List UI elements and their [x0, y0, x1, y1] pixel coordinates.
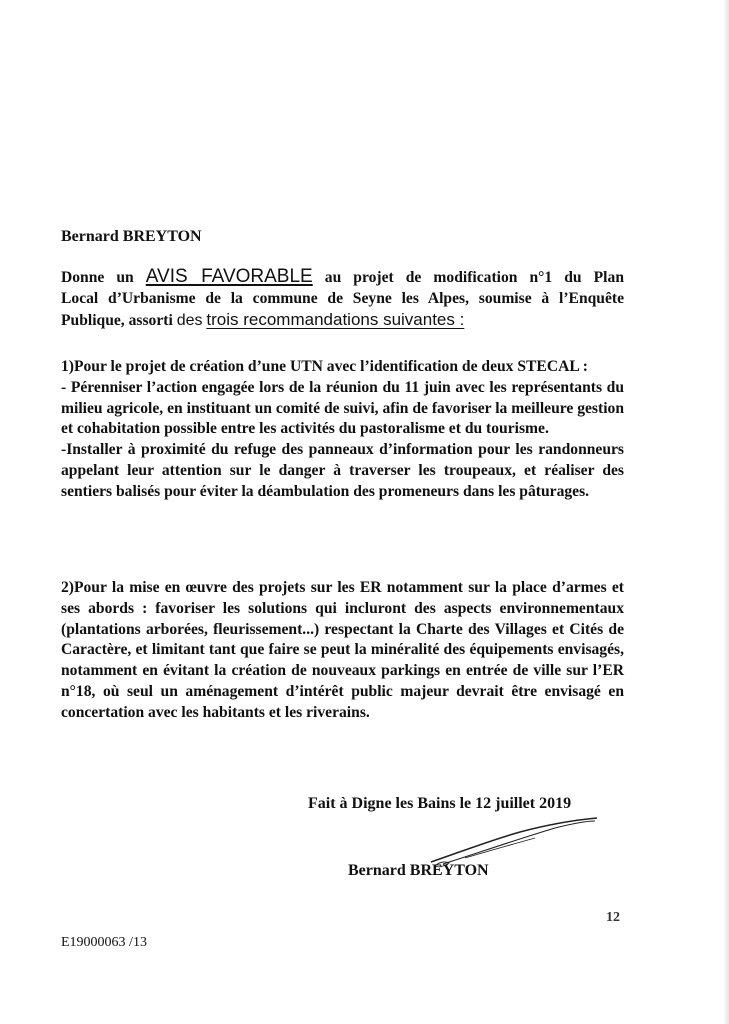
recommendation-1-bullet-2: -Installer à proximité du refuge des panneaux d’information pour les randonneurs appelant leur attention sur le danger à traverser les troupeaux, et réaliser des sentiers balisés pour éviter la déambulation des promeneurs dans les pâturages. [61, 441, 624, 500]
opinion-paragraph [61, 267, 624, 331]
page-number: 12 [606, 910, 620, 925]
document-reference: E19000063 /13 [61, 935, 147, 950]
recommendation-2-text: 2)Pour la mise en œuvre des projets sur les ER notamment sur la place d’armes et ses abords : favoriser les solutions qui incluront des aspects environnementaux (plantations arborées, fleurissement...) respectant la Charte des Villages et Cités de Caractère, et limitant tant que faire se peut la minéralité des équipements envisagés, notamment en évitant la création de nouveaux parkings en entrée de ville sur l’ER n°18, où seul un aménagement d’intérêt public majeur devrait être envisagé en concertation avec les habitants et les riverains. [61, 579, 624, 721]
opinion-des: des [176, 311, 203, 329]
recommendation-1-heading: 1)Pour le projet de création d’une UTN avec l’identification de deux STECAL : [61, 358, 588, 375]
author-name: Bernard BREYTON [61, 228, 202, 245]
opinion-line-2: Local d’Urbanisme de la commune de Seyne les Alpes, soumise à l’Enquête [61, 289, 624, 307]
opinion-line3-start: Publique, assorti [61, 311, 173, 329]
opinion-line1-rest: au projet de modification n°1 du Plan [324, 269, 624, 286]
recommendation-2 [61, 578, 624, 724]
recommendation-1 [61, 357, 624, 503]
scan-edge-shadow [723, 0, 729, 1024]
opinion-prefix: Donne un [61, 269, 134, 286]
trois-recommandations: trois recommandations suivantes : [206, 309, 465, 329]
recommendation-1-bullet-1: - Pérenniser l’action engagée lors de la réunion du 11 juin avec les représentants du milieu agricole, en instituant un comité de suivi, afin de favoriser la meilleure gestion et cohabitation possible entre les activités du pastoralisme et du tourisme. [61, 378, 624, 438]
opinion-line-3 [61, 310, 624, 332]
signatory-name: Bernard BREYTON [348, 862, 489, 879]
opinion-line-1 [61, 267, 624, 289]
avis-favorable: AVIS FAVORABLE [145, 266, 313, 287]
place-date-line: Fait à Digne les Bains le 12 juillet 2019 [308, 795, 572, 812]
